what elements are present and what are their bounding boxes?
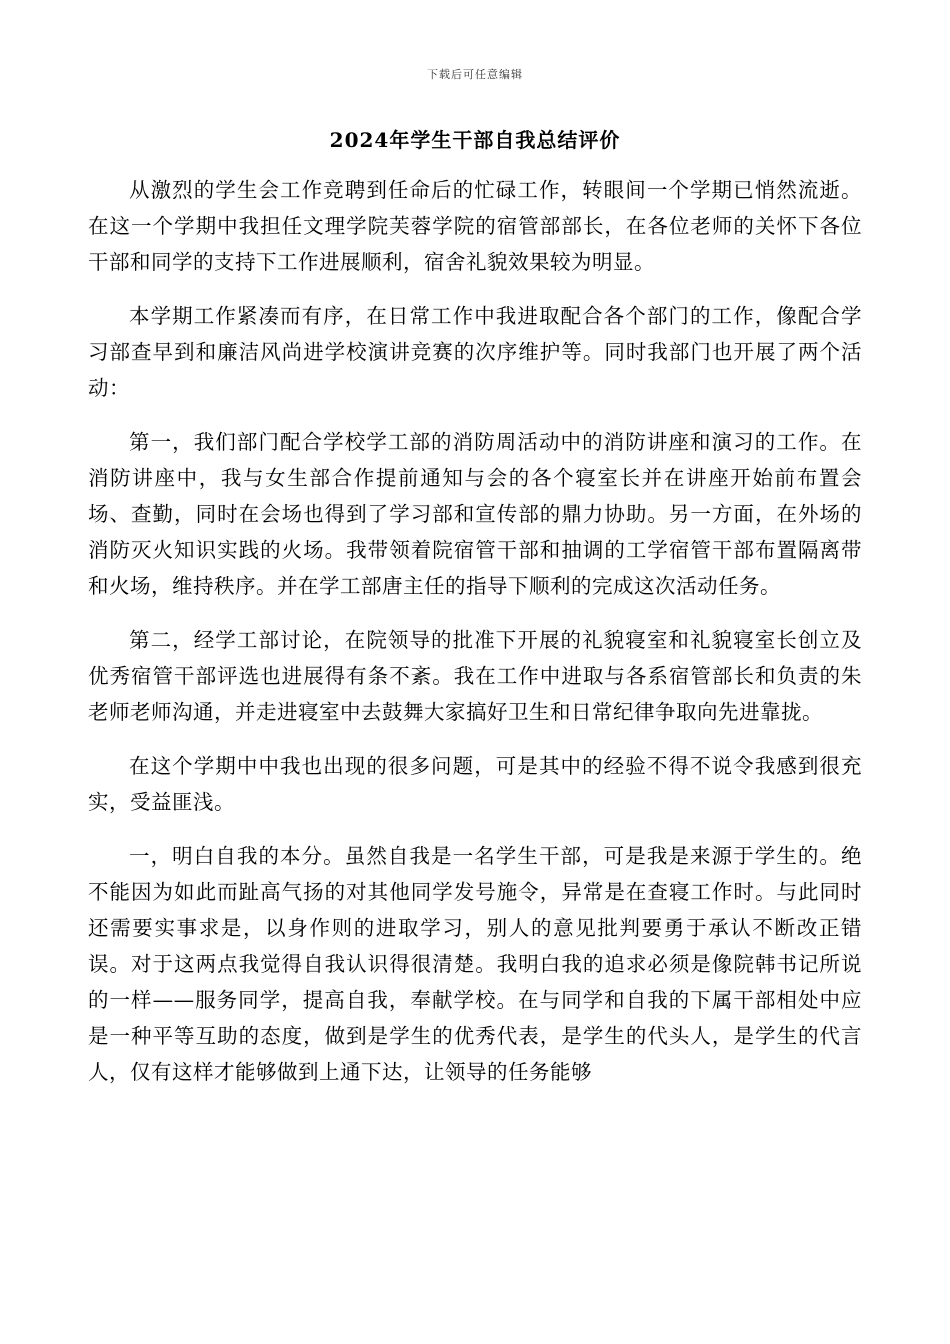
paragraph: 第一，我们部门配合学校学工部的消防周活动中的消防讲座和演习的工作。在消防讲座中，我与女生部合作提前通知与会的各个寝室长并在讲座开始前布置会场、查勤，同时在会场也得到了学习部和宣传部的鼎力协助。另一方面，在外场的消防灭火知识实践的火场。我带领着院宿管干部和抽调的工学宿管干部布置隔离带和火场，维持秩序。并在学工部唐主任的指导下顺利的完成这次活动任务。	[88, 430, 862, 598]
paragraph: 从激烈的学生会工作竞聘到任命后的忙碌工作，转眼间一个学期已悄然流逝。在这一个学期中我担任文理学院芙蓉学院的宿管部部长，在各位老师的关怀下各位干部和同学的支持下工作进展顺利，宿舍礼貌效果较为明显。	[88, 178, 862, 274]
header-note: 下载后可任意编辑	[427, 68, 523, 81]
paragraph: 一，明白自我的本分。虽然自我是一名学生干部，可是我是来源于学生的。绝不能因为如此而趾高气扬的对其他同学发号施令，异常是在查寝工作时。与此同时还需要实事求是，以身作则的进取学习，别人的意见批判要勇于承认不断改正错误。对于这两点我觉得自我认识得很清楚。我明白我的追求必须是像院韩书记所说的一样——服务同学，提高自我，奉献学校。在与同学和自我的下属干部相处中应是一种平等互助的态度，做到是学生的优秀代表，是学生的代头人，是学生的代言人，仅有这样才能够做到上通下达，让领导的任务能够	[88, 844, 862, 1084]
paragraph: 本学期工作紧凑而有序，在日常工作中我进取配合各个部门的工作，像配合学习部查早到和廉洁风尚进学校演讲竞赛的次序维护等。同时我部门也开展了两个活动：	[88, 304, 862, 400]
document-body	[88, 172, 862, 1108]
paragraph: 第二，经学工部讨论，在院领导的批准下开展的礼貌寝室和礼貌寝室长创立及优秀宿管干部评选也进展得有条不紊。我在工作中进取与各系宿管部长和负责的朱老师老师沟通，并走进寝室中去鼓舞大家搞好卫生和日常纪律争取向先进靠拢。	[88, 628, 862, 724]
paragraph: 在这个学期中中我也出现的很多问题，可是其中的经验不得不说令我感到很充实，受益匪浅。	[88, 754, 862, 814]
document-title: 2024年学生干部自我总结评价	[329, 128, 621, 152]
